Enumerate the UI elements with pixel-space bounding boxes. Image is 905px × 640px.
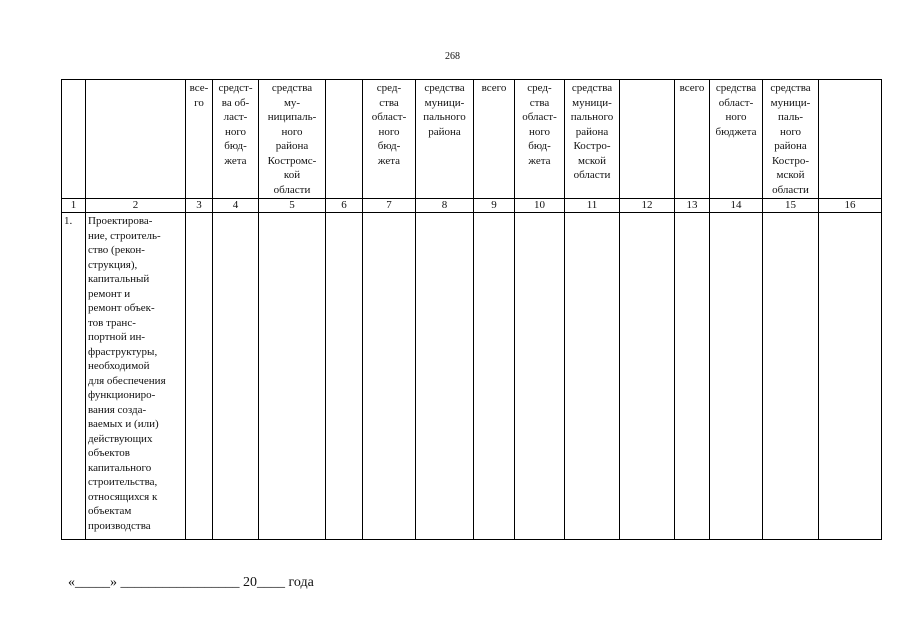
header-cell: сред- ства област- ного бюд- жета — [515, 80, 565, 199]
table-row — [62, 213, 882, 540]
header-cell: средства му- ниципаль- ного района Костромс- кой области — [259, 80, 326, 199]
page-number: 268 — [445, 51, 460, 62]
column-number-cell: 11 — [565, 199, 620, 213]
column-number-cell: 4 — [213, 199, 259, 213]
empty-cell — [515, 213, 565, 540]
header-cell: сред- ства област- ного бюд- жета — [363, 80, 416, 199]
header-cell — [620, 80, 675, 199]
empty-cell — [565, 213, 620, 540]
column-number-cell: 6 — [326, 199, 363, 213]
empty-cell — [363, 213, 416, 540]
column-number-cell: 3 — [186, 199, 213, 213]
empty-cell — [474, 213, 515, 540]
column-number-cell: 1 — [62, 199, 86, 213]
header-cell: средства муници- пального района — [416, 80, 474, 199]
header-cell: средст- ва об- ласт- ного бюд- жета — [213, 80, 259, 199]
column-number-cell: 10 — [515, 199, 565, 213]
header-cell: средства муници- пального района Костро- мской области — [565, 80, 620, 199]
empty-cell — [620, 213, 675, 540]
header-cell — [326, 80, 363, 199]
empty-cell — [710, 213, 763, 540]
column-number-cell: 5 — [259, 199, 326, 213]
column-number-cell: 15 — [763, 199, 819, 213]
header-cell: все- го — [186, 80, 213, 199]
column-number-cell: 7 — [363, 199, 416, 213]
column-number-cell: 9 — [474, 199, 515, 213]
column-number-cell: 16 — [819, 199, 882, 213]
column-number-row — [62, 199, 882, 213]
header-cell: всего — [675, 80, 710, 199]
header-cell: средства муници- паль- ного района Костро- мской области — [763, 80, 819, 199]
date-line: «_____» _________________ 20____ года — [68, 575, 314, 590]
empty-cell — [675, 213, 710, 540]
empty-cell — [213, 213, 259, 540]
header-cell — [62, 80, 86, 199]
empty-cell — [259, 213, 326, 540]
row-number-cell: 1. — [62, 213, 86, 540]
header-cell — [819, 80, 882, 199]
column-number-cell: 14 — [710, 199, 763, 213]
empty-cell — [326, 213, 363, 540]
empty-cell — [416, 213, 474, 540]
empty-cell — [763, 213, 819, 540]
row-description-cell: Проектирова- ние, строитель- ство (рекон- струкция), капитальный ремонт и ремонт объек- тов транс- портной ин- фраструктуры, необходимой для обеспечения функциониро- вания созда- ваемых и (или) действующих объектов капитального строительства, относящихся к объектам производства — [86, 213, 186, 540]
column-number-cell: 13 — [675, 199, 710, 213]
budget-table — [61, 79, 882, 540]
header-cell: всего — [474, 80, 515, 199]
empty-cell — [819, 213, 882, 540]
column-number-cell: 12 — [620, 199, 675, 213]
header-cell — [86, 80, 186, 199]
header-cell: средства област- ного бюджета — [710, 80, 763, 199]
empty-cell — [186, 213, 213, 540]
column-number-cell: 2 — [86, 199, 186, 213]
column-number-cell: 8 — [416, 199, 474, 213]
table-header-row — [62, 80, 882, 199]
